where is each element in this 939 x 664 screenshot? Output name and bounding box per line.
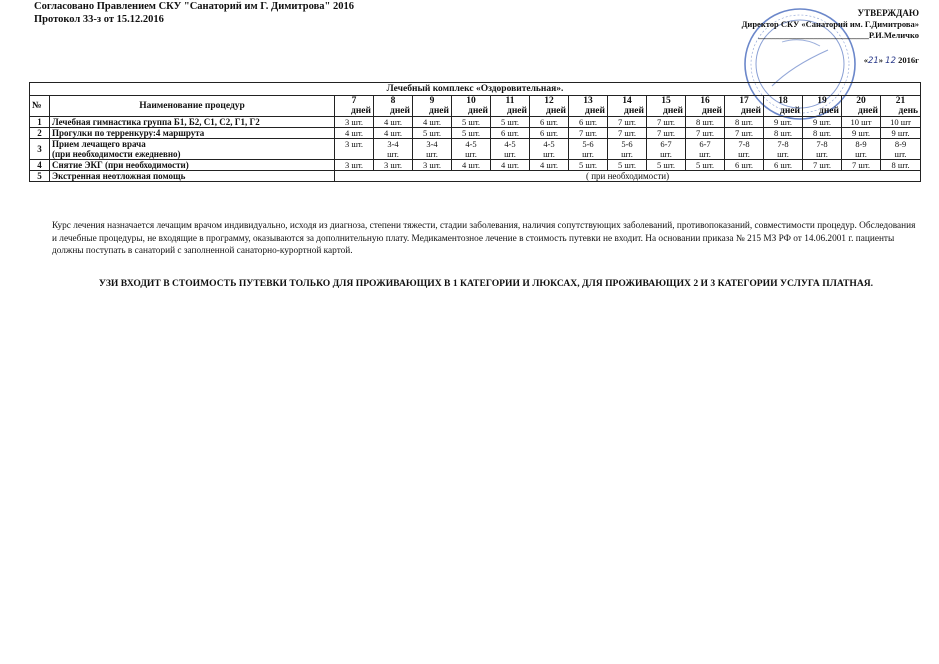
procedure-count-cell: 7 шт. — [803, 160, 842, 171]
procedure-count-cell — [725, 139, 764, 160]
procedure-count-cell: 6 шт. — [569, 117, 608, 128]
count-range: 3 шт. — [344, 139, 364, 149]
day-unit: дней — [780, 106, 800, 116]
procedure-count-cell: 6 шт. — [530, 117, 569, 128]
procedure-name-text: Снятие ЭКГ (при необходимости) — [52, 160, 189, 170]
day-unit: дней — [390, 106, 410, 116]
table-row — [30, 171, 921, 182]
procedure-count-cell: 6 шт. — [530, 128, 569, 139]
procedure-count-cell: 5 шт. — [647, 160, 686, 171]
col-day-header — [686, 96, 725, 117]
count-unit: шт. — [855, 149, 867, 159]
approve-date — [742, 55, 919, 67]
procedure-count-cell: 6 шт. — [764, 160, 803, 171]
table-row — [30, 128, 921, 139]
day-unit: дней — [624, 106, 644, 116]
date-suffix: 2016г — [896, 55, 919, 65]
row-number: 4 — [30, 160, 50, 171]
day-number: 18 — [778, 96, 788, 106]
col-day-header — [491, 96, 530, 117]
row-number: 5 — [30, 171, 50, 182]
uzi-note: УЗИ ВХОДИТ В СТОИМОСТЬ ПУТЕВКИ ТОЛЬКО ДЛЯ ПРОЖИВАЮЩИХ В 1 КАТЕГОРИИ И ЛЮКСАХ, ДЛЯ ПРОЖИВАЮЩИХ 2 И 3 КАТЕГОРИИ УСЛУГА ПЛАТНАЯ. — [98, 278, 874, 289]
count-unit: шт. — [426, 149, 438, 159]
col-day-header — [530, 96, 569, 117]
procedure-count-cell: 6 шт. — [491, 128, 530, 139]
count-unit: шт. — [816, 149, 828, 159]
col-day-header — [374, 96, 413, 117]
day-number: 12 — [544, 96, 554, 106]
col-name-header: Наименование процедур — [50, 96, 335, 117]
procedure-span-value: ( при необходимости) — [335, 171, 921, 182]
approval-block — [742, 8, 919, 67]
procedure-count-cell: 8 шт. — [881, 160, 921, 171]
count-unit: шт. — [894, 149, 907, 159]
count-range: 7-8 — [777, 139, 789, 149]
table-title: Лечебный комплекс «Оздоровительная». — [30, 83, 921, 96]
day-number: 9 — [429, 96, 435, 106]
procedure-count-cell: 5 шт. — [452, 128, 491, 139]
col-day-header — [569, 96, 608, 117]
day-number: 10 — [466, 96, 476, 106]
procedure-count-cell: 7 шт. — [647, 128, 686, 139]
count-unit: шт. — [387, 149, 399, 159]
procedure-count-cell — [452, 139, 491, 160]
procedure-name-text: Прогулки по терренкуру:4 маршрута — [52, 128, 205, 138]
procedure-count-cell: 8 шт. — [725, 117, 764, 128]
count-range: 8-9 — [855, 139, 867, 149]
procedure-count-cell: 9 шт. — [842, 128, 881, 139]
count-range: 7-8 — [816, 139, 828, 149]
day-unit: день — [898, 106, 919, 116]
row-number: 3 — [30, 139, 50, 160]
count-range: 4-5 — [504, 139, 516, 149]
table-title-row — [30, 83, 921, 96]
count-unit: шт. — [504, 149, 516, 159]
count-range: 5-6 — [582, 139, 594, 149]
day-number: 16 — [700, 96, 710, 106]
table-row — [30, 139, 921, 160]
procedure-count-cell: 7 шт. — [842, 160, 881, 171]
procedure-name-text: Прием лечащего врача — [52, 139, 146, 149]
procedure-count-cell: 3 шт. — [374, 160, 413, 171]
procedure-count-cell: 8 шт. — [764, 128, 803, 139]
col-day-header — [881, 96, 921, 117]
procedure-name-note: (при необходимости ежедневно) — [52, 149, 181, 159]
count-range: 3-4 — [387, 139, 399, 149]
procedure-count-cell: 7 шт. — [569, 128, 608, 139]
procedure-count-cell: 4 шт. — [374, 128, 413, 139]
date-prefix: « — [863, 55, 868, 65]
day-unit: дней — [546, 106, 566, 116]
count-unit: шт. — [660, 149, 672, 159]
procedure-count-cell: 4 шт. — [530, 160, 569, 171]
day-unit: дней — [585, 106, 605, 116]
procedure-name — [50, 171, 335, 182]
day-number: 7 — [351, 96, 357, 106]
procedure-count-cell: 5 шт. — [569, 160, 608, 171]
procedure-count-cell: 5 шт. — [686, 160, 725, 171]
procedure-count-cell: 5 шт. — [608, 160, 647, 171]
row-number: 2 — [30, 128, 50, 139]
procedure-count-cell — [764, 139, 803, 160]
procedure-count-cell: 7 шт. — [608, 128, 647, 139]
count-unit: шт. — [543, 149, 555, 159]
day-number: 13 — [583, 96, 593, 106]
col-day-header — [608, 96, 647, 117]
procedure-count-cell — [608, 139, 647, 160]
procedure-count-cell: 7 шт. — [608, 117, 647, 128]
day-number: 8 — [390, 96, 396, 106]
count-range: 6-7 — [660, 139, 672, 149]
count-range: 8-9 — [894, 139, 907, 149]
count-range: 6-7 — [699, 139, 711, 149]
procedure-name — [50, 117, 335, 128]
procedure-count-cell: 3 шт. — [335, 117, 374, 128]
col-day-header — [725, 96, 764, 117]
date-month: 12 — [885, 56, 896, 66]
col-day-header — [764, 96, 803, 117]
day-number: 21 — [895, 96, 906, 106]
day-unit: дней — [351, 106, 371, 116]
day-number: 15 — [661, 96, 671, 106]
course-description: Курс лечения назначается лечащим врачом индивидуально, исходя из диагноза, степени тяжести, стадии заболевания, наличия сопутствующих заболеваний, противопоказаний, совместимости процедур. Обследования и лечебные процедуры, не входящие в программу, оказываются за дополнительную плату. Медикаментозное лечение в стоимость путевки не входит. На основании приказа № 215 МЗ РФ от 14.06.2001 г. пациенты должны поступать в санаторий с заполненной санаторно-курортной картой. — [52, 221, 916, 256]
col-day-header — [842, 96, 881, 117]
procedure-count-cell: 5 шт. — [413, 128, 452, 139]
procedure-count-cell: 4 шт. — [413, 117, 452, 128]
procedure-count-cell: 5 шт. — [452, 117, 491, 128]
procedure-count-cell: 5 шт. — [491, 117, 530, 128]
procedure-name — [50, 139, 335, 160]
procedure-count-cell: 10 шт — [881, 117, 921, 128]
count-unit: шт. — [738, 149, 750, 159]
col-day-header — [647, 96, 686, 117]
procedure-name — [50, 160, 335, 171]
procedure-count-cell — [569, 139, 608, 160]
table-header-row — [30, 96, 921, 117]
count-range: 7-8 — [738, 139, 750, 149]
day-unit: дней — [741, 106, 761, 116]
procedure-count-cell — [881, 139, 921, 160]
procedure-count-cell — [491, 139, 530, 160]
day-number: 11 — [505, 96, 515, 106]
procedure-count-cell: 7 шт. — [686, 128, 725, 139]
procedure-count-cell — [842, 139, 881, 160]
date-mid: » — [878, 55, 886, 65]
procedures-table — [29, 82, 921, 182]
procedure-count-cell: 4 шт. — [374, 117, 413, 128]
approval-line: Согласовано Правлением СКУ "Санаторий им Г. Димитрова" 2016 — [34, 1, 354, 12]
protocol-line: Протокол 33-з от 15.12.2016 — [34, 14, 164, 25]
day-unit: дней — [507, 106, 527, 116]
approval-note — [34, 0, 354, 26]
count-unit: шт. — [465, 149, 477, 159]
procedure-count-cell — [335, 139, 374, 160]
day-number: 17 — [739, 96, 749, 106]
procedure-count-cell: 9 шт. — [764, 117, 803, 128]
procedure-count-cell: 9 шт. — [881, 128, 921, 139]
count-range: 4-5 — [543, 139, 555, 149]
procedure-count-cell — [530, 139, 569, 160]
day-unit: дней — [702, 106, 722, 116]
procedure-count-cell: 6 шт. — [725, 160, 764, 171]
procedure-count-cell: 4 шт. — [452, 160, 491, 171]
procedure-count-cell: 4 шт. — [335, 128, 374, 139]
count-unit: шт. — [621, 149, 633, 159]
col-day-header — [335, 96, 374, 117]
day-unit: дней — [663, 106, 683, 116]
procedure-count-cell — [803, 139, 842, 160]
col-day-header — [803, 96, 842, 117]
approve-signature: __________________________Р.И.Меличко — [758, 30, 919, 40]
day-unit: дней — [819, 106, 839, 116]
table-row — [30, 160, 921, 171]
approve-position: Директор СКУ «Санаторий им. Г.Димитрова» — [741, 19, 919, 29]
procedure-count-cell: 3 шт. — [413, 160, 452, 171]
count-unit — [337, 149, 371, 159]
procedure-count-cell: 7 шт. — [647, 117, 686, 128]
approve-title: УТВЕРЖДАЮ — [857, 8, 919, 18]
procedure-count-cell: 8 шт. — [803, 128, 842, 139]
count-range: 5-6 — [621, 139, 633, 149]
date-day: 21 — [867, 56, 879, 66]
count-unit: шт. — [777, 149, 789, 159]
day-number: 19 — [817, 96, 827, 106]
procedure-count-cell — [686, 139, 725, 160]
col-day-header — [452, 96, 491, 117]
procedure-count-cell — [374, 139, 413, 160]
day-number: 20 — [856, 96, 866, 106]
procedure-count-cell — [413, 139, 452, 160]
day-unit: дней — [468, 106, 488, 116]
procedure-count-cell: 4 шт. — [491, 160, 530, 171]
count-range: 3-4 — [426, 139, 438, 149]
procedure-count-cell: 8 шт. — [686, 117, 725, 128]
procedure-count-cell: 3 шт. — [335, 160, 374, 171]
procedure-count-cell: 9 шт. — [803, 117, 842, 128]
row-number: 1 — [30, 117, 50, 128]
procedure-name-text: Экстренная неотложная помощь — [52, 171, 186, 181]
procedure-count-cell: 10 шт — [842, 117, 881, 128]
col-day-header — [413, 96, 452, 117]
count-unit: шт. — [699, 149, 711, 159]
procedure-count-cell — [647, 139, 686, 160]
day-number: 14 — [622, 96, 632, 106]
count-range: 4-5 — [465, 139, 477, 149]
table-row — [30, 117, 921, 128]
procedure-name-text: Лечебная гимнастика группа Б1, Б2, С1, С2, Г1, Г2 — [52, 117, 260, 127]
count-unit: шт. — [582, 149, 594, 159]
procedure-name — [50, 128, 335, 139]
day-unit: дней — [429, 106, 449, 116]
procedure-count-cell: 7 шт. — [725, 128, 764, 139]
col-num-header: № — [30, 96, 50, 117]
day-unit: дней — [858, 106, 878, 116]
